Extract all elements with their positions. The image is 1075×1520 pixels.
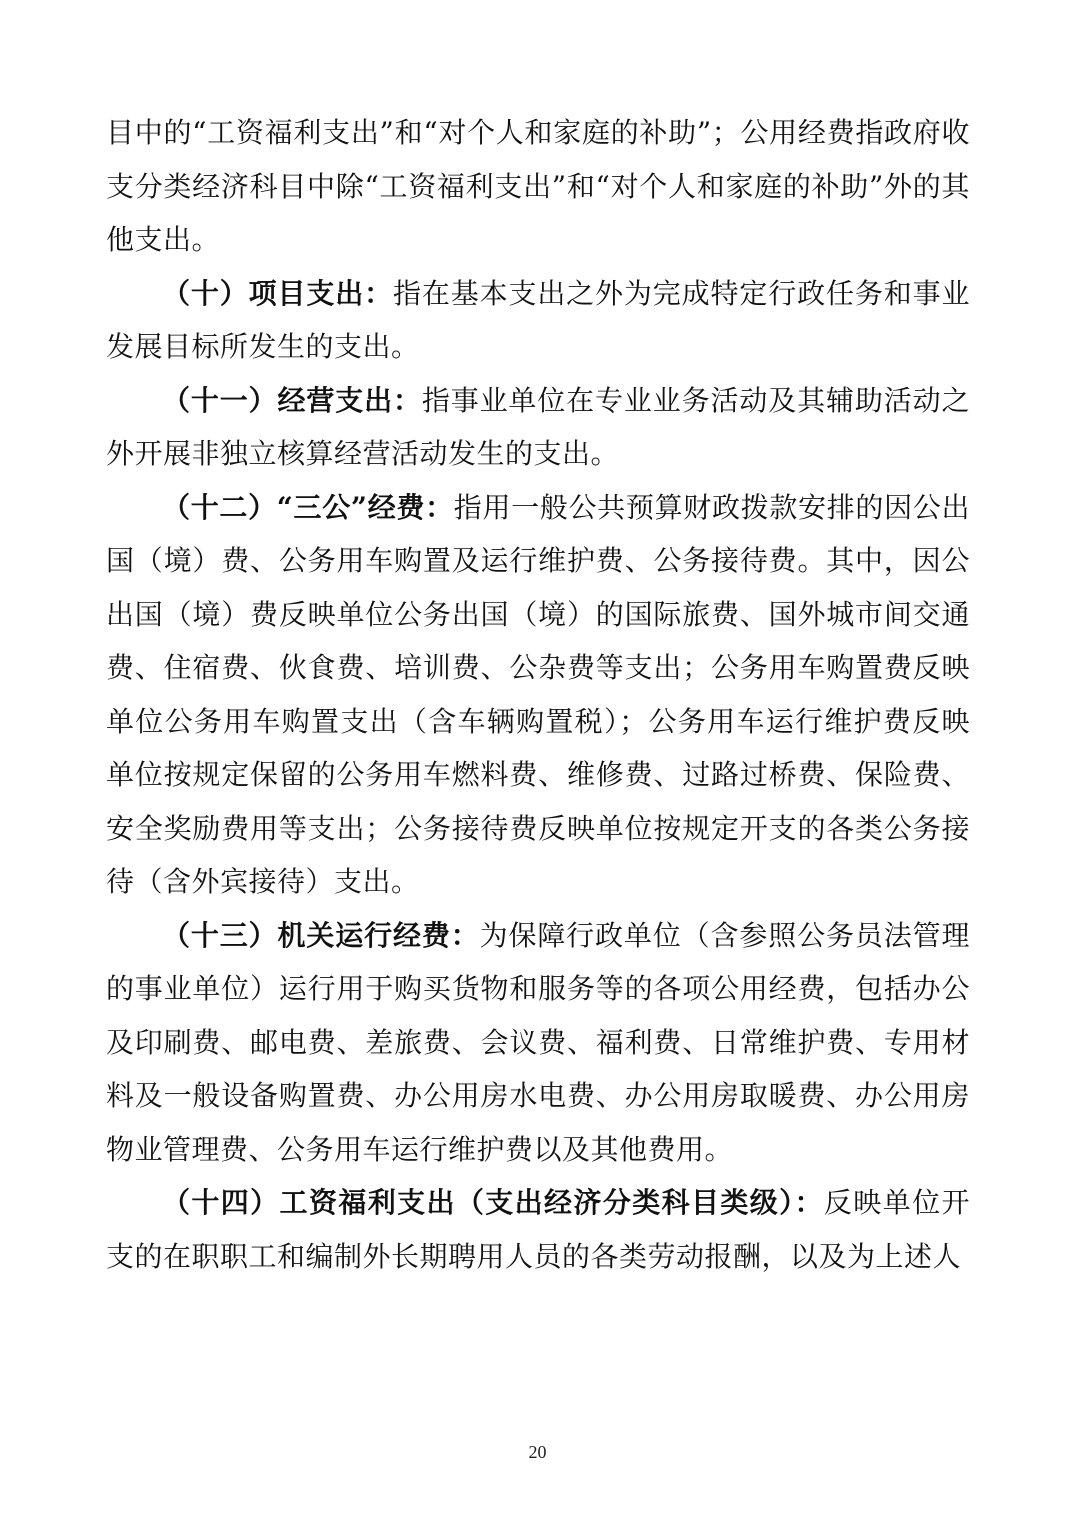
- item-heading: （十一）经营支出：: [162, 383, 422, 417]
- item-heading: （十四）工资福利支出（支出经济分类科目类级）：: [162, 1186, 824, 1219]
- paragraph-text: 指事业单位在专业业务活动及其辅助活动之外开展非独立核算经营活动发生的支出。: [106, 383, 970, 470]
- paragraph-continuation: [106, 106, 970, 267]
- paragraph-item-12: [106, 481, 970, 909]
- paragraph-item-13: [106, 909, 970, 1177]
- item-heading: （十二）“三公”经费：: [162, 490, 454, 524]
- page-number: 20: [528, 1442, 547, 1462]
- paragraph-text: 反映单位开支的在职职工和编制外长期聘用人员的各类劳动报酬，以及为上述人: [106, 1186, 970, 1273]
- paragraph-text: 为保障行政单位（含参照公务员法管理的事业单位）运行用于购买货物和服务等的各项公用经费，包括办公及印刷费、邮电费、差旅费、会议费、福利费、日常维护费、专用材料及一般设备购置费、办公用房水电费、办公用房取暖费、办公用房物业管理费、公务用车运行维护费以及其他费用。: [106, 918, 970, 1166]
- paragraph-text: 指用一般公共预算财政拨款安排的因公出国（境）费、公务用车购置及运行维护费、公务接待费。其中，因公出国（境）费反映单位公务出国（境）的国际旅费、国外城市间交通费、住宿费、伙食费、培训费、公杂费等支出；公务用车购置费反映单位公务用车购置支出（含车辆购置税）；公务用车运行维护费反映单位按规定保留的公务用车燃料费、维修费、过路过桥费、保险费、安全奖励费用等支出；公务接待费反映单位按规定开支的各类公务接待（含外宾接待）支出。: [106, 490, 970, 898]
- document-body: [106, 106, 970, 1283]
- item-heading: （十三）机关运行经费：: [162, 918, 480, 952]
- item-heading: （十）项目支出：: [162, 276, 393, 310]
- paragraph-text: 指在基本支出之外为完成特定行政任务和事业发展目标所发生的支出。: [106, 276, 970, 363]
- paragraph-item-10: [106, 267, 970, 374]
- paragraph-item-11: [106, 374, 970, 481]
- paragraph-item-14: [106, 1176, 970, 1283]
- paragraph-text: 目中的“工资福利支出”和“对个人和家庭的补助”；公用经费指政府收支分类经济科目中除“工资福利支出”和“对个人和家庭的补助”外的其他支出。: [106, 116, 970, 256]
